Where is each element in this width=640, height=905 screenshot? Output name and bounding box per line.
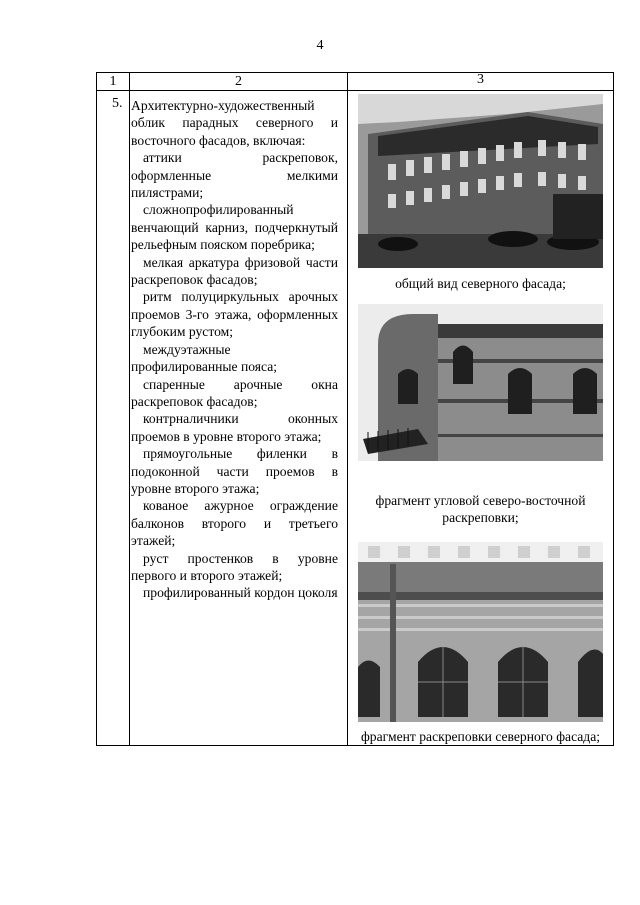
header-col-2: 2 <box>235 74 242 89</box>
photo-caption-2: фрагмент угловой северо-восточной раскреповки; <box>375 493 586 525</box>
header-divider <box>96 90 614 91</box>
corner-risalit-photo <box>358 304 603 461</box>
list-item: междуэтажные профилированные пояса; <box>131 341 278 375</box>
photo-caption-3: фрагмент раскреповки северного фасада; <box>360 729 601 744</box>
table-border-bottom <box>96 745 614 746</box>
north-facade-photo <box>358 94 603 268</box>
column-divider-1 <box>129 72 130 746</box>
list-item: аттики раскреповок, оформленные мелкими пилястрами; <box>131 150 338 201</box>
heritage-table <box>96 72 614 746</box>
table-border-right <box>613 72 614 746</box>
list-item: сложнопрофилированный венчающий карниз, подчеркнутый рельефным пояском поребрика; <box>131 202 338 253</box>
row-number: 5. <box>112 96 123 111</box>
list-item: мелкая аркатура фризовой части раскреповок фасадов; <box>131 254 338 288</box>
description-cell <box>131 97 338 602</box>
list-item: спаренные арочные окна раскреповок фасадов; <box>131 376 338 409</box>
list-item: руст простенков в уровне первого и второго этажей; <box>131 550 338 583</box>
risalit-fragment-photo <box>358 542 603 722</box>
list-item: кованое ажурное ограждение балконов второго и третьего этажей; <box>131 498 338 549</box>
list-item: контрналичники оконных проемов в уровне второго этажа; <box>131 411 338 444</box>
column-divider-2 <box>347 72 348 746</box>
page-number: 4 <box>316 38 324 53</box>
photo-caption-1: общий вид северного фасада; <box>395 276 566 291</box>
list-item: прямоугольные филенки в подоконной части проемов в уровне второго этажа; <box>131 446 338 496</box>
header-col-3: 3 <box>477 72 484 87</box>
table-border-left <box>96 72 97 746</box>
header-col-1: 1 <box>109 74 117 89</box>
description-intro: Архитектурно-художественный облик парадных северного и восточного фасадов, включая: <box>131 98 338 148</box>
list-item: ритм полуциркульных арочных проемов 3-го этажа, оформленных глубоким рустом; <box>131 289 338 340</box>
list-item: профилированный кордон цоколя <box>143 585 338 601</box>
